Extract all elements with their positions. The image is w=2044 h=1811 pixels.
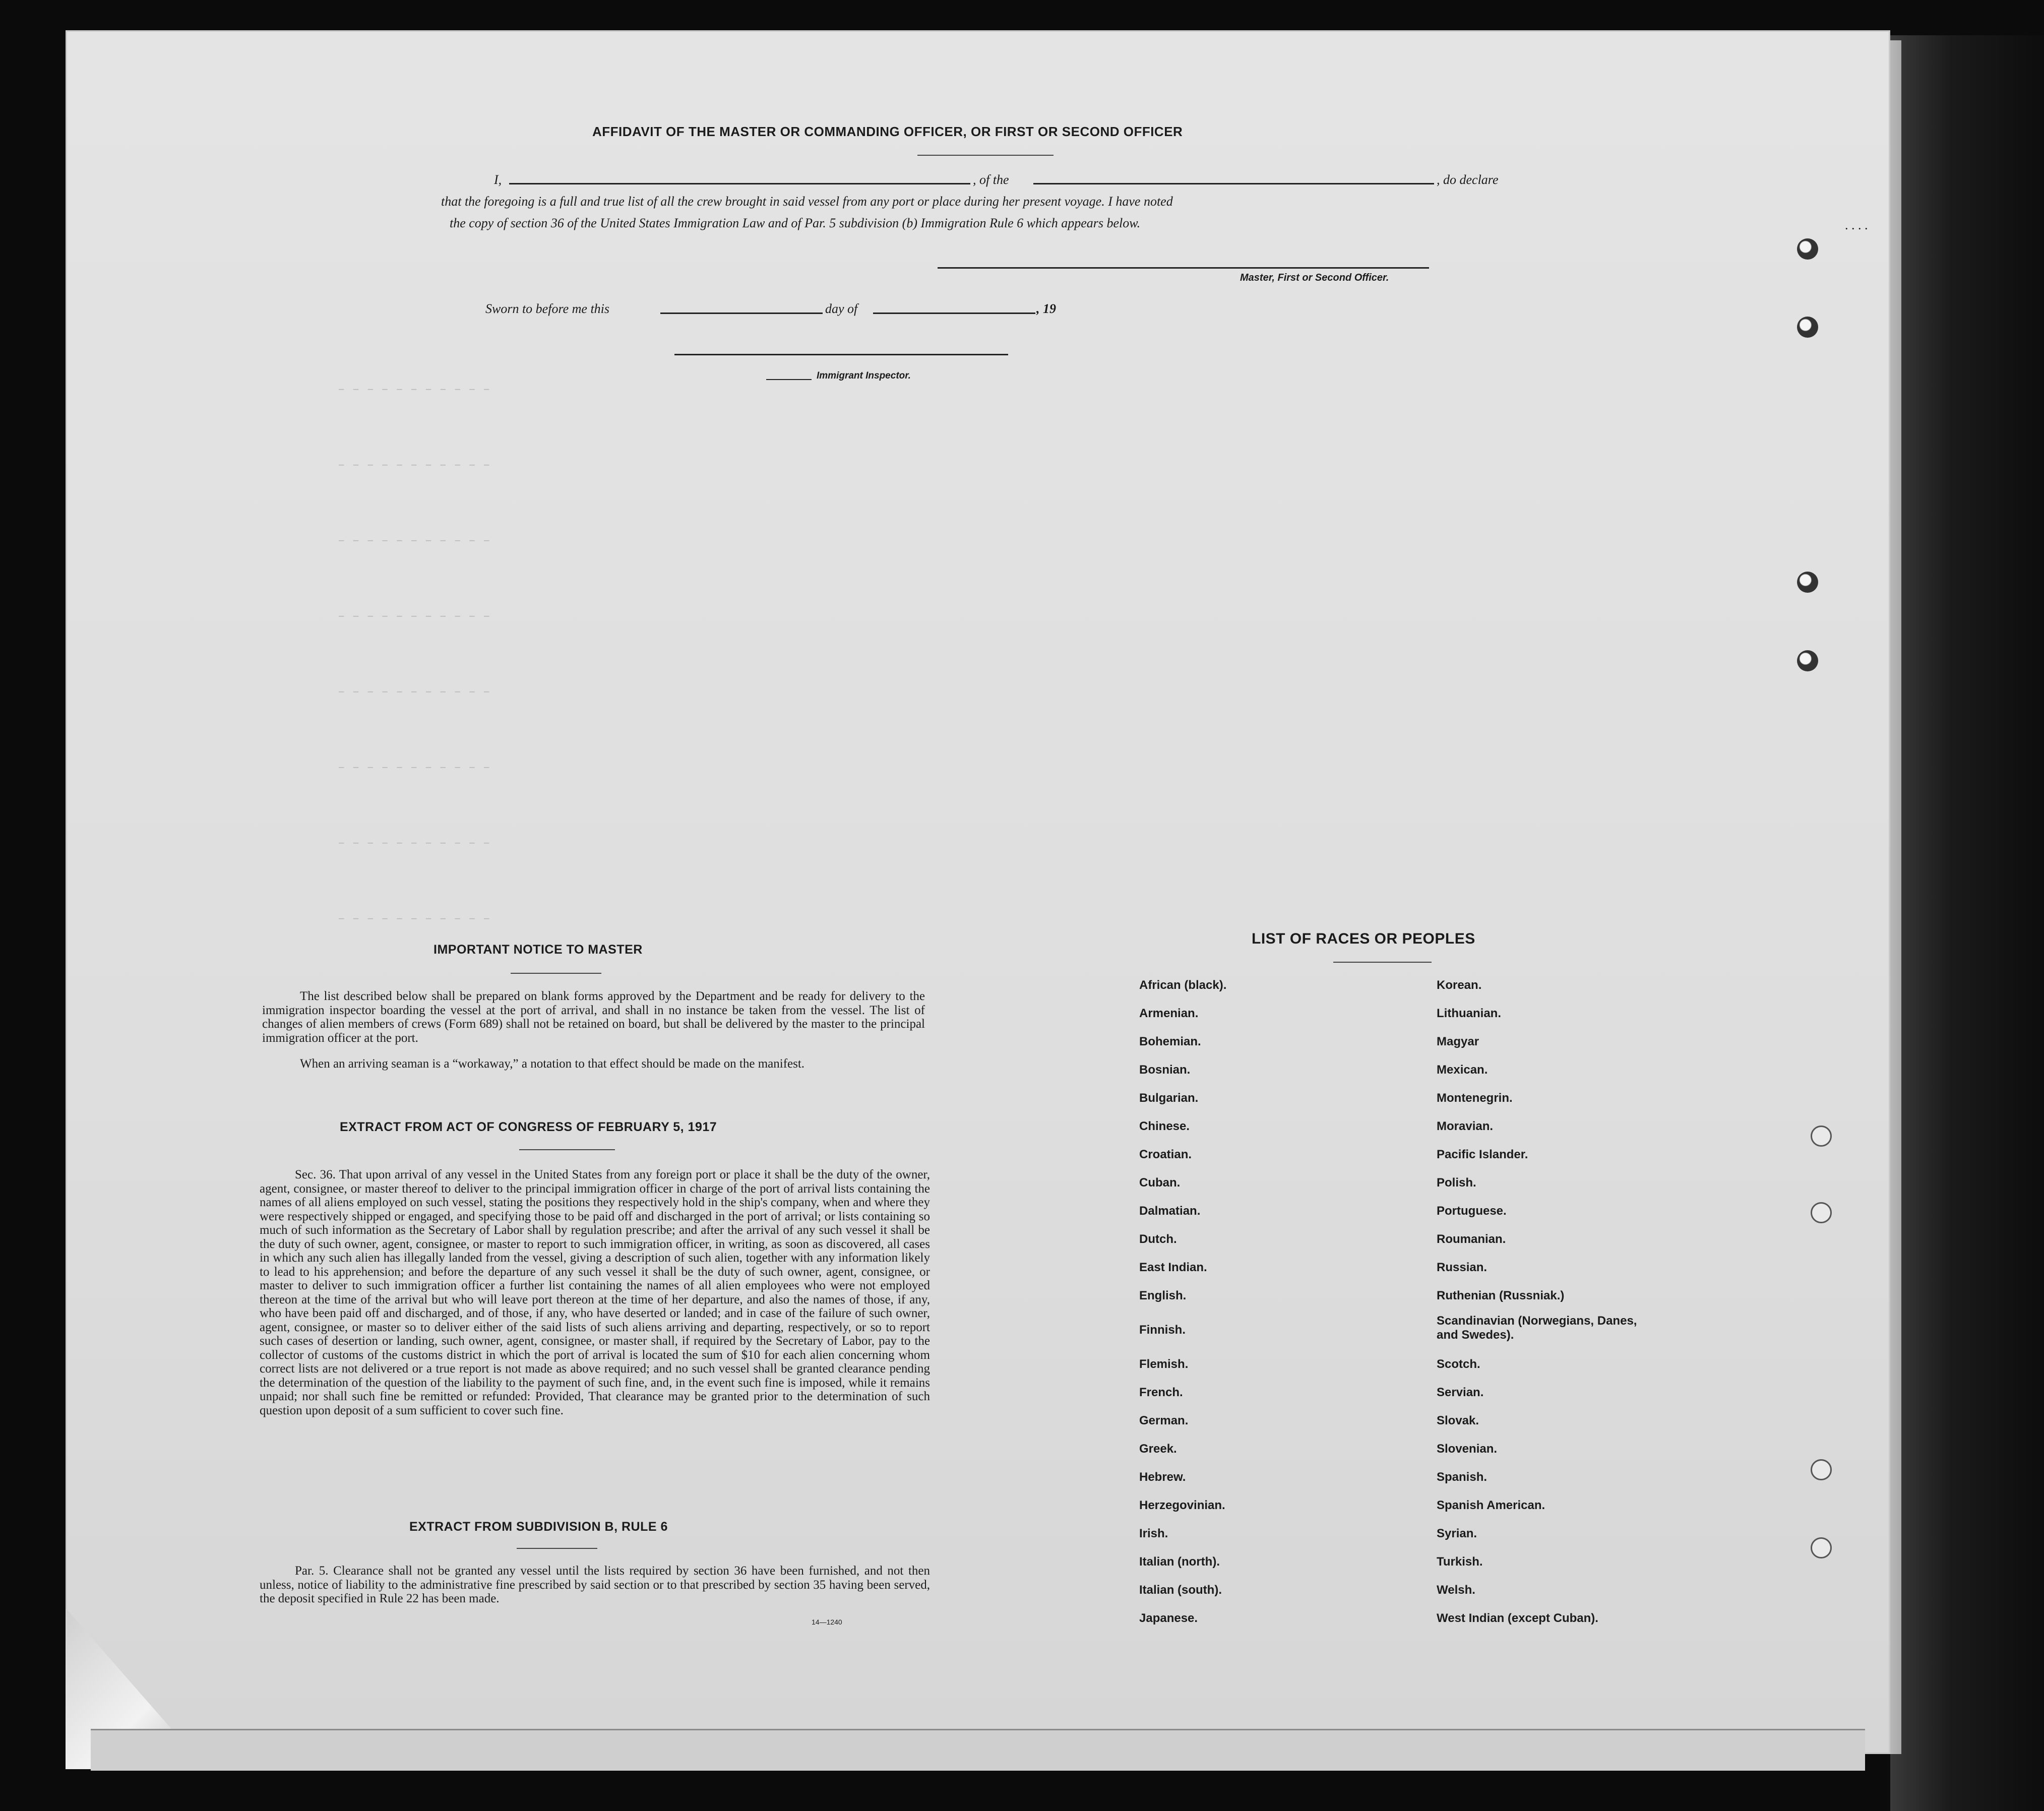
race-item: Cuban. xyxy=(1139,1176,1181,1190)
notice-title: IMPORTANT NOTICE TO MASTER xyxy=(433,943,643,957)
affidavit-title: AFFIDAVIT OF THE MASTER OR COMMANDING OFFICER, OR FIRST OR SECOND OFFICER xyxy=(592,124,1183,139)
race-item: Welsh. xyxy=(1437,1583,1475,1597)
race-item: Armenian. xyxy=(1139,1007,1199,1020)
race-item: Italian (south). xyxy=(1139,1583,1222,1597)
race-item: Moravian. xyxy=(1437,1119,1494,1133)
binding-shadow xyxy=(1890,35,2044,1811)
races-title-underline xyxy=(1333,962,1432,963)
races-left-column xyxy=(1139,971,1226,1633)
race-item: African (black). xyxy=(1139,978,1227,992)
sworn-year-label: , 19 xyxy=(1036,301,1056,316)
title-underline xyxy=(917,155,1054,156)
form-number: 14—1240 xyxy=(812,1618,842,1626)
race-item: Korean. xyxy=(1437,978,1482,992)
race-item: Spanish. xyxy=(1437,1470,1488,1484)
race-item: Croatian. xyxy=(1139,1148,1192,1161)
race-item: East Indian. xyxy=(1139,1261,1207,1274)
binder-hole-icon xyxy=(1797,317,1818,338)
race-item: Pacific Islander. xyxy=(1437,1148,1528,1161)
binder-hole-icon xyxy=(1811,1459,1832,1480)
race-item: Bohemian. xyxy=(1139,1035,1201,1048)
page-bottom-edge xyxy=(91,1729,1865,1771)
race-item: Magyar xyxy=(1437,1035,1479,1048)
race-item: Spanish American. xyxy=(1437,1498,1545,1512)
race-item: Scandinavian (Norwegians, Danes, and Swedes). xyxy=(1437,1314,1637,1342)
race-item: Chinese. xyxy=(1139,1119,1190,1133)
inspector-label: Immigrant Inspector. xyxy=(817,370,911,381)
document-page: – – – – – – – – – – – – – – – – – – – – – – – – – – – – – – – – – – – – – – – – – – – – – – – – – – – – – – – – – – – – – – – – – – – – – – – – – – – – – – – – – – – – – – – – AFFIDAVIT OF THE MASTER OR COMMANDING OFFICER, OR FIRST OR SECOND OFFICER I, , of the , do declare that the foregoing is a full and true list of all the crew brought in said vessel from any port or place during her present voyage. I have noted the copy of section 36 of the United States Immigration Law and of Par. 5 subdivision (b) Immigration Rule 6 which appears below. . . . . Master, First or Second Officer. Sworn to before me this day of , 19 Immigrant Inspector. IMPORTANT NOTICE TO MASTER The list described below shall be prepared on blank forms approved by the Department and be ready for delivery to the immigration inspector boarding the vessel at the port of arrival, and shall in no instance be taken from the vessel. The list of changes of alien members of crews (Form 689) shall not be retained on board, but shall be delivered by the master to the principal immigration officer at the port. When an arriving seaman is a “workaway,” a notation to that effect should be made on the manifest. EXTRACT FROM ACT OF CONGRESS OF FEBRUARY 5, 1917 Sec. 36. That upon arrival of any vessel in the United States from any foreign port or place it shall be the duty of the owner, agent, consignee, or master thereof to deliver to the principal immigration officer in charge of the port of arrival lists containing the names of all aliens employed on such vessel, stating the positions they respectively hold in the ship's company, when and where they were respectively shipped or engaged, and specifying those to be paid off and discharged in the port of arrival; or lists containing so much of such information as the Secretary of Labor shall by regulation prescribe; and after the arrival of any such vessel it shall be the duty of such owner, agent, consignee, or master to report to such immigration officer, in writing, as soon as discovered, all cases in which any such alien has illegally landed from the vessel, giving a description of such alien, together with any information likely to lead to his apprehension; and before the departure of any such vessel it shall be the duty of such owner, agent, consignee, or master to deliver to such immigration officer a further list containing the names of all alien employees who were not employed thereon at the time of the arrival but who will leave port thereon at the time of her departure, and also the names of those, if any, who have been paid off and discharged, and of those, if any, who have deserted or landed; and in case of the failure of such owner, agent, consignee, or master so to deliver either of the said lists of such aliens arriving and departing, respectively, or so to report such cases of desertion or landing, such owner, agent, consignee, or master shall, if required by the Secretary of Labor, pay to the collector of customs of the customs district in which the port of arrival is located the sum of $10 for each alien concerning whom correct lists are not delivered or a true report is not made as above required; and no such vessel shall be granted clearance pending the determination of the question of the liability to the payment of such fine, and, in the event such fine is imposed, while it remains unpaid; nor shall such fine be remitted or refunded: Provided, That clearance may be granted prior to the determination of such question upon deposit of a sum sufficient to cover such fine. EXTRACT FROM SUBDIVISION B, RULE 6 Par. 5. Clearance shall not be granted any vessel until the lists required by section 36 have been furnished, and not then unless, notice of liability to the administrative fine prescribed by said section or to that prescribed by section 35 having been served, the deposit specified in Rule 22 has been made. 14—1240 LIST OF RACES OR PEOPLES African (black). Armenian. Bohemian. Bosnian. Bulgarian. Chinese. Croatian. Cuban. Dalmatian. Dutch. East Indian. English. Finnish. Flemish. French. German. Greek. Hebrew. Herzegovinian. Irish. Italian (north). Italian (south). Japanese. Korean. Lithuanian. Magyar Mexican. Montenegrin. Moravian. Pacific Islander. Polish. Portuguese. Roumanian. Russian. Ruthenian (Russniak.) Scandinavian (Norwegians, Danes, and Swedes). Scotch. Servian. Slovak. Slovenian. Spanish. Spanish American. Syrian. Turkish. Welsh. West Indian (except Cuban). xyxy=(66,30,1890,1754)
bleed-through-marks: – – – – – – – – – – – xyxy=(338,383,490,397)
notice-paragraph-1: The list described below shall be prepared on blank forms approved by the Department and be ready for delivery to the immigration inspector boarding the vessel at the port of arrival, and shall in no instance be taken from the vessel. The list of changes of alien members of crews (Form 689) shall not be retained on board, but shall be delivered by the master to the principal immigration officer at the port. xyxy=(262,989,925,1045)
extract-act-underline xyxy=(519,1149,615,1150)
race-item: Scotch. xyxy=(1437,1357,1480,1371)
race-item: French. xyxy=(1139,1386,1183,1399)
sworn-month-blank[interactable] xyxy=(873,313,1035,314)
race-item: Polish. xyxy=(1437,1176,1476,1190)
race-item: Roumanian. xyxy=(1437,1232,1506,1246)
race-item: Japanese. xyxy=(1139,1611,1198,1625)
race-item: Servian. xyxy=(1437,1386,1484,1399)
race-item: Slovenian. xyxy=(1437,1442,1498,1456)
race-item: Italian (north). xyxy=(1139,1555,1220,1569)
trailing-dots: . . . . xyxy=(1845,218,1868,232)
sworn-day-label: day of xyxy=(825,301,858,316)
vessel-blank-line[interactable] xyxy=(1033,183,1434,184)
sworn-prefix: Sworn to before me this xyxy=(485,301,610,316)
race-item: Syrian. xyxy=(1437,1527,1477,1540)
race-item: Portuguese. xyxy=(1437,1204,1507,1218)
race-item: West Indian (except Cuban). xyxy=(1437,1611,1598,1625)
notice-paragraph-2: When an arriving seaman is a “workaway,” a notation to that effect should be made on the manifest. xyxy=(300,1057,805,1071)
binder-hole-icon xyxy=(1797,238,1818,260)
race-item: Turkish. xyxy=(1437,1555,1483,1569)
affidavit-line-2: that the foregoing is a full and true list of all the crew brought in said vessel from any port or place during her present voyage. I have noted xyxy=(441,194,1173,209)
race-item: Bulgarian. xyxy=(1139,1091,1199,1105)
race-item: Ruthenian (Russniak.) xyxy=(1437,1289,1565,1302)
race-item: Irish. xyxy=(1139,1527,1168,1540)
race-item: Dutch. xyxy=(1139,1232,1177,1246)
affidavit-line-3: the copy of section 36 of the United States Immigration Law and of Par. 5 subdivision (b) Immigration Rule 6 which appears below. xyxy=(450,216,1141,230)
affidavit-i-label: I, xyxy=(494,172,502,187)
extract-act-text: Sec. 36. That upon arrival of any vessel in the United States from any foreign port or place it shall be the duty of the owner, agent, consignee, or master thereof to deliver to the principal immigration officer in charge of the port of arrival lists containing the names of all aliens employed on such vessel, stating the positions they respectively hold in the ship's company, when and where they were respectively shipped or engaged, and specifying those to be paid off and discharged in the port of arrival; or lists containing so much of such information as the Secretary of Labor shall by regulation prescribe; and after the arrival of any such vessel it shall be the duty of such owner, agent, consignee, or master to report to such immigration officer, in writing, as soon as discovered, all cases in which any such alien has illegally landed from the vessel, giving a description of such alien, together with any information likely to lead to his apprehension; and before the departure of any such vessel it shall be the duty of such owner, agent, consignee, or master to deliver to such immigration officer a further list containing the names of all alien employees who were not employed thereon at the time of the arrival but who will leave port thereon at the time of her departure, and also the names of those, if any, who have been paid off and discharged, and of those, if any, who have deserted or landed; and in case of the failure of such owner, agent, consignee, or master so to deliver either of the said lists of such aliens arriving and departing, respectively, or so to report such cases of desertion or landing, such owner, agent, consignee, or master shall, if required by the Secretary of Labor, pay to the collector of customs of the customs district in which the port of arrival is located the sum of $10 for each alien concerning whom correct lists are not delivered or a true report is not made as above required; and no such vessel shall be granted clearance pending the determination of the question of the liability to the payment of such fine, and, in the event such fine is imposed, while it remains unpaid; nor shall such fine be remitted or refunded: Provided, That clearance may be granted prior to the determination of such question upon deposit of a sum sufficient to cover such fine. xyxy=(260,1168,930,1417)
affidavit-declare-label: , do declare xyxy=(1437,172,1499,187)
race-item: Finnish. xyxy=(1139,1323,1186,1337)
sworn-day-blank[interactable] xyxy=(660,313,823,314)
binder-hole-icon xyxy=(1811,1202,1832,1223)
race-item: Herzegovinian. xyxy=(1139,1498,1225,1512)
extract-rule-title: EXTRACT FROM SUBDIVISION B, RULE 6 xyxy=(409,1520,668,1534)
notice-title-underline xyxy=(511,973,601,974)
race-item: Slovak. xyxy=(1437,1414,1479,1427)
binder-hole-icon xyxy=(1797,572,1818,593)
binder-hole-icon xyxy=(1811,1126,1832,1147)
race-item: Lithuanian. xyxy=(1437,1007,1501,1020)
race-item: Mexican. xyxy=(1437,1063,1488,1077)
affidavit-of-the-label: , of the xyxy=(973,172,1009,187)
master-signature-label: Master, First or Second Officer. xyxy=(1240,272,1389,283)
extract-rule-text: Par. 5. Clearance shall not be granted any vessel until the lists required by section 36 have been furnished, and not then unless, notice of liability to the administrative fine prescribed by said section or to that prescribed by section 35 having been served, the deposit specified in Rule 22 has been made. xyxy=(260,1564,930,1605)
race-item: Russian. xyxy=(1437,1261,1488,1274)
races-title: LIST OF RACES OR PEOPLES xyxy=(1252,930,1475,947)
extract-act-title: EXTRACT FROM ACT OF CONGRESS OF FEBRUARY 5, 1917 xyxy=(340,1120,717,1134)
binder-hole-icon xyxy=(1811,1537,1832,1558)
extract-rule-underline xyxy=(517,1548,597,1549)
race-item: Hebrew. xyxy=(1139,1470,1186,1484)
name-blank-line[interactable] xyxy=(509,183,970,184)
inspector-label-lead xyxy=(766,379,812,380)
race-item: Flemish. xyxy=(1139,1357,1189,1371)
master-signature-line[interactable] xyxy=(938,267,1429,269)
race-item: German. xyxy=(1139,1414,1189,1427)
race-item: Greek. xyxy=(1139,1442,1177,1456)
inspector-signature-line[interactable] xyxy=(674,354,1008,355)
race-item: English. xyxy=(1139,1289,1187,1302)
race-item: Dalmatian. xyxy=(1139,1204,1201,1218)
races-right-column xyxy=(1437,971,1648,1633)
race-item: Montenegrin. xyxy=(1437,1091,1513,1105)
race-item: Bosnian. xyxy=(1139,1063,1191,1077)
binder-hole-icon xyxy=(1797,650,1818,671)
